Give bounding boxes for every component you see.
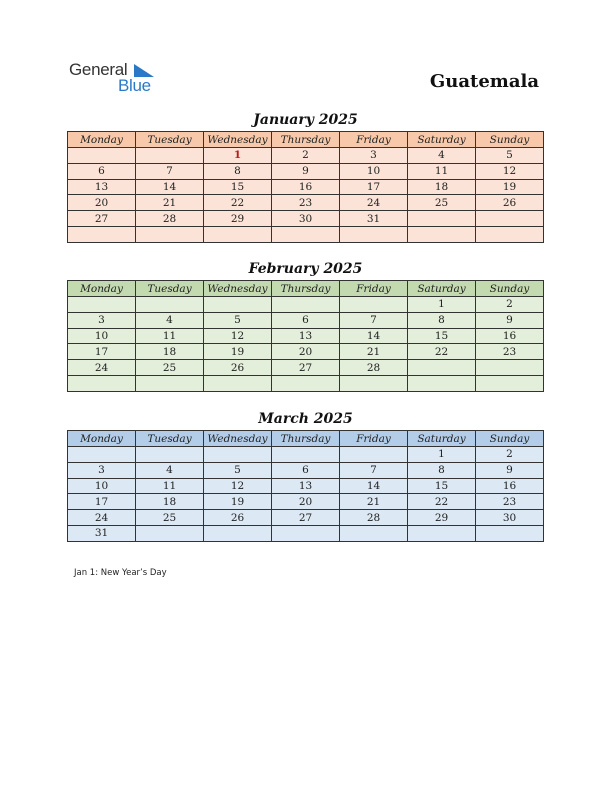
weekday-header-row: [68, 132, 544, 148]
day-cell: [204, 447, 272, 463]
day-cell: 18: [408, 179, 476, 195]
day-cell: 5: [476, 148, 544, 164]
day-cell: [204, 375, 272, 391]
day-cell: 9: [476, 462, 544, 478]
logo-blue-text: Blue: [118, 76, 151, 95]
day-cell: 8: [408, 462, 476, 478]
day-cell: [408, 375, 476, 391]
day-cell: 31: [340, 211, 408, 227]
day-cell: [136, 297, 204, 313]
day-cell: [272, 226, 340, 242]
weekday-header: Tuesday: [136, 132, 204, 148]
day-cell: [272, 447, 340, 463]
holiday-note: Jan 1: New Year’s Day: [74, 568, 167, 578]
day-cell: 27: [272, 360, 340, 376]
day-cell: 14: [340, 478, 408, 494]
week-row: [68, 360, 544, 376]
day-cell: 2: [272, 148, 340, 164]
calendar-grid: [67, 430, 544, 542]
day-cell: 28: [136, 211, 204, 227]
day-cell: 30: [272, 211, 340, 227]
day-cell: 2: [476, 297, 544, 313]
day-cell: [476, 375, 544, 391]
day-cell: 16: [272, 179, 340, 195]
day-cell: 17: [68, 494, 136, 510]
day-cell: 24: [340, 195, 408, 211]
day-cell: 11: [136, 328, 204, 344]
day-cell: 16: [476, 328, 544, 344]
day-cell: 9: [272, 163, 340, 179]
day-cell: 20: [272, 494, 340, 510]
day-cell: 3: [68, 312, 136, 328]
day-cell: [476, 211, 544, 227]
day-cell: [408, 226, 476, 242]
weekday-header: Wednesday: [204, 431, 272, 447]
week-row: [68, 328, 544, 344]
weekday-header: Sunday: [476, 281, 544, 297]
day-cell: [68, 226, 136, 242]
day-cell: [68, 148, 136, 164]
month-calendar-mar: [67, 410, 544, 542]
day-cell: 26: [204, 360, 272, 376]
day-cell: [408, 211, 476, 227]
day-cell: 28: [340, 360, 408, 376]
week-row: [68, 375, 544, 391]
day-cell: 7: [136, 163, 204, 179]
day-cell: 8: [204, 163, 272, 179]
day-cell: 26: [204, 510, 272, 526]
day-cell: [272, 297, 340, 313]
weekday-header: Wednesday: [204, 281, 272, 297]
weekday-header: Friday: [340, 281, 408, 297]
day-cell: 21: [136, 195, 204, 211]
day-cell: 4: [408, 148, 476, 164]
day-cell: 11: [136, 478, 204, 494]
weekday-header: Saturday: [408, 281, 476, 297]
weekday-header: Sunday: [476, 431, 544, 447]
day-cell: [136, 447, 204, 463]
day-cell: 28: [340, 510, 408, 526]
day-cell: 23: [272, 195, 340, 211]
week-row: [68, 179, 544, 195]
day-cell: [68, 375, 136, 391]
day-cell: 10: [340, 163, 408, 179]
month-calendar-jan: [67, 111, 544, 243]
calendar-grid: [67, 280, 544, 392]
week-row: [68, 226, 544, 242]
day-cell: [272, 525, 340, 541]
day-cell: [340, 525, 408, 541]
day-cell: 19: [204, 344, 272, 360]
week-row: [68, 297, 544, 313]
month-title: January 2025: [253, 112, 358, 128]
day-cell: [340, 226, 408, 242]
day-cell: [340, 375, 408, 391]
day-cell: 7: [340, 312, 408, 328]
calendar-grid: [67, 131, 544, 243]
weekday-header: Wednesday: [204, 132, 272, 148]
weekday-header-row: [68, 431, 544, 447]
day-cell: 1: [408, 447, 476, 463]
day-cell: 10: [68, 328, 136, 344]
day-cell: 19: [476, 179, 544, 195]
week-row: [68, 312, 544, 328]
day-cell: 13: [272, 478, 340, 494]
day-cell: 16: [476, 478, 544, 494]
country-title: Guatemala: [429, 71, 539, 92]
day-cell: 25: [136, 360, 204, 376]
week-row: [68, 344, 544, 360]
day-cell: 12: [476, 163, 544, 179]
day-cell: 20: [68, 195, 136, 211]
weekday-header: Saturday: [408, 132, 476, 148]
day-cell: [136, 525, 204, 541]
holiday-notes: [74, 568, 167, 578]
day-cell: 27: [68, 211, 136, 227]
day-cell: 22: [408, 344, 476, 360]
day-cell: 24: [68, 510, 136, 526]
day-cell: 29: [408, 510, 476, 526]
day-cell: [204, 297, 272, 313]
weekday-header: Saturday: [408, 431, 476, 447]
week-row: [68, 195, 544, 211]
day-cell: 26: [476, 195, 544, 211]
week-row: [68, 447, 544, 463]
day-cell: 24: [68, 360, 136, 376]
day-cell: 29: [204, 211, 272, 227]
month-calendar-feb: [67, 260, 544, 392]
day-cell: 12: [204, 478, 272, 494]
day-cell: [408, 525, 476, 541]
weekday-header: Thursday: [272, 281, 340, 297]
weekday-header: Tuesday: [136, 431, 204, 447]
week-row: [68, 478, 544, 494]
weekday-header: Thursday: [272, 132, 340, 148]
month-title: March 2025: [258, 411, 353, 427]
day-cell: 10: [68, 478, 136, 494]
week-row: [68, 462, 544, 478]
brand-logo: [69, 60, 169, 96]
day-cell: 27: [272, 510, 340, 526]
day-cell: [408, 360, 476, 376]
month-title: February 2025: [248, 261, 363, 277]
day-cell: 17: [340, 179, 408, 195]
day-cell: 23: [476, 494, 544, 510]
day-cell: 19: [204, 494, 272, 510]
day-cell: 25: [136, 510, 204, 526]
day-cell: 15: [408, 328, 476, 344]
day-cell: [476, 226, 544, 242]
day-cell: 22: [408, 494, 476, 510]
day-cell: 11: [408, 163, 476, 179]
day-cell: 30: [476, 510, 544, 526]
day-cell: 15: [204, 179, 272, 195]
day-cell: 21: [340, 494, 408, 510]
weekday-header: Monday: [68, 132, 136, 148]
day-cell: 4: [136, 462, 204, 478]
day-cell: 7: [340, 462, 408, 478]
day-cell: 18: [136, 344, 204, 360]
week-row: [68, 494, 544, 510]
day-cell: [136, 375, 204, 391]
day-cell: 14: [136, 179, 204, 195]
day-cell: 22: [204, 195, 272, 211]
weekday-header: Friday: [340, 132, 408, 148]
day-cell: [204, 525, 272, 541]
day-cell: 6: [272, 462, 340, 478]
day-cell: 20: [272, 344, 340, 360]
day-cell-holiday: 1: [204, 148, 272, 164]
week-row: [68, 510, 544, 526]
weekday-header: Sunday: [476, 132, 544, 148]
day-cell: 8: [408, 312, 476, 328]
day-cell: 6: [68, 163, 136, 179]
day-cell: 2: [476, 447, 544, 463]
week-row: [68, 525, 544, 541]
day-cell: 18: [136, 494, 204, 510]
day-cell: [476, 360, 544, 376]
day-cell: [204, 226, 272, 242]
day-cell: 4: [136, 312, 204, 328]
day-cell: 12: [204, 328, 272, 344]
day-cell: 9: [476, 312, 544, 328]
weekday-header: Monday: [68, 431, 136, 447]
weekday-header: Tuesday: [136, 281, 204, 297]
day-cell: [68, 297, 136, 313]
day-cell: 5: [204, 312, 272, 328]
weekday-header: Thursday: [272, 431, 340, 447]
day-cell: 15: [408, 478, 476, 494]
week-row: [68, 148, 544, 164]
weekday-header: Monday: [68, 281, 136, 297]
logo-general-text: General: [69, 60, 128, 79]
day-cell: 13: [68, 179, 136, 195]
day-cell: 3: [340, 148, 408, 164]
day-cell: [340, 297, 408, 313]
weekday-header-row: [68, 281, 544, 297]
day-cell: 25: [408, 195, 476, 211]
day-cell: 13: [272, 328, 340, 344]
day-cell: [476, 525, 544, 541]
day-cell: 14: [340, 328, 408, 344]
day-cell: 1: [408, 297, 476, 313]
day-cell: 6: [272, 312, 340, 328]
week-row: [68, 163, 544, 179]
day-cell: [68, 447, 136, 463]
week-row: [68, 211, 544, 227]
weekday-header: Friday: [340, 431, 408, 447]
day-cell: [136, 226, 204, 242]
day-cell: [340, 447, 408, 463]
day-cell: 5: [204, 462, 272, 478]
day-cell: 23: [476, 344, 544, 360]
day-cell: [136, 148, 204, 164]
day-cell: 21: [340, 344, 408, 360]
day-cell: 3: [68, 462, 136, 478]
day-cell: 31: [68, 525, 136, 541]
day-cell: 17: [68, 344, 136, 360]
day-cell: [272, 375, 340, 391]
